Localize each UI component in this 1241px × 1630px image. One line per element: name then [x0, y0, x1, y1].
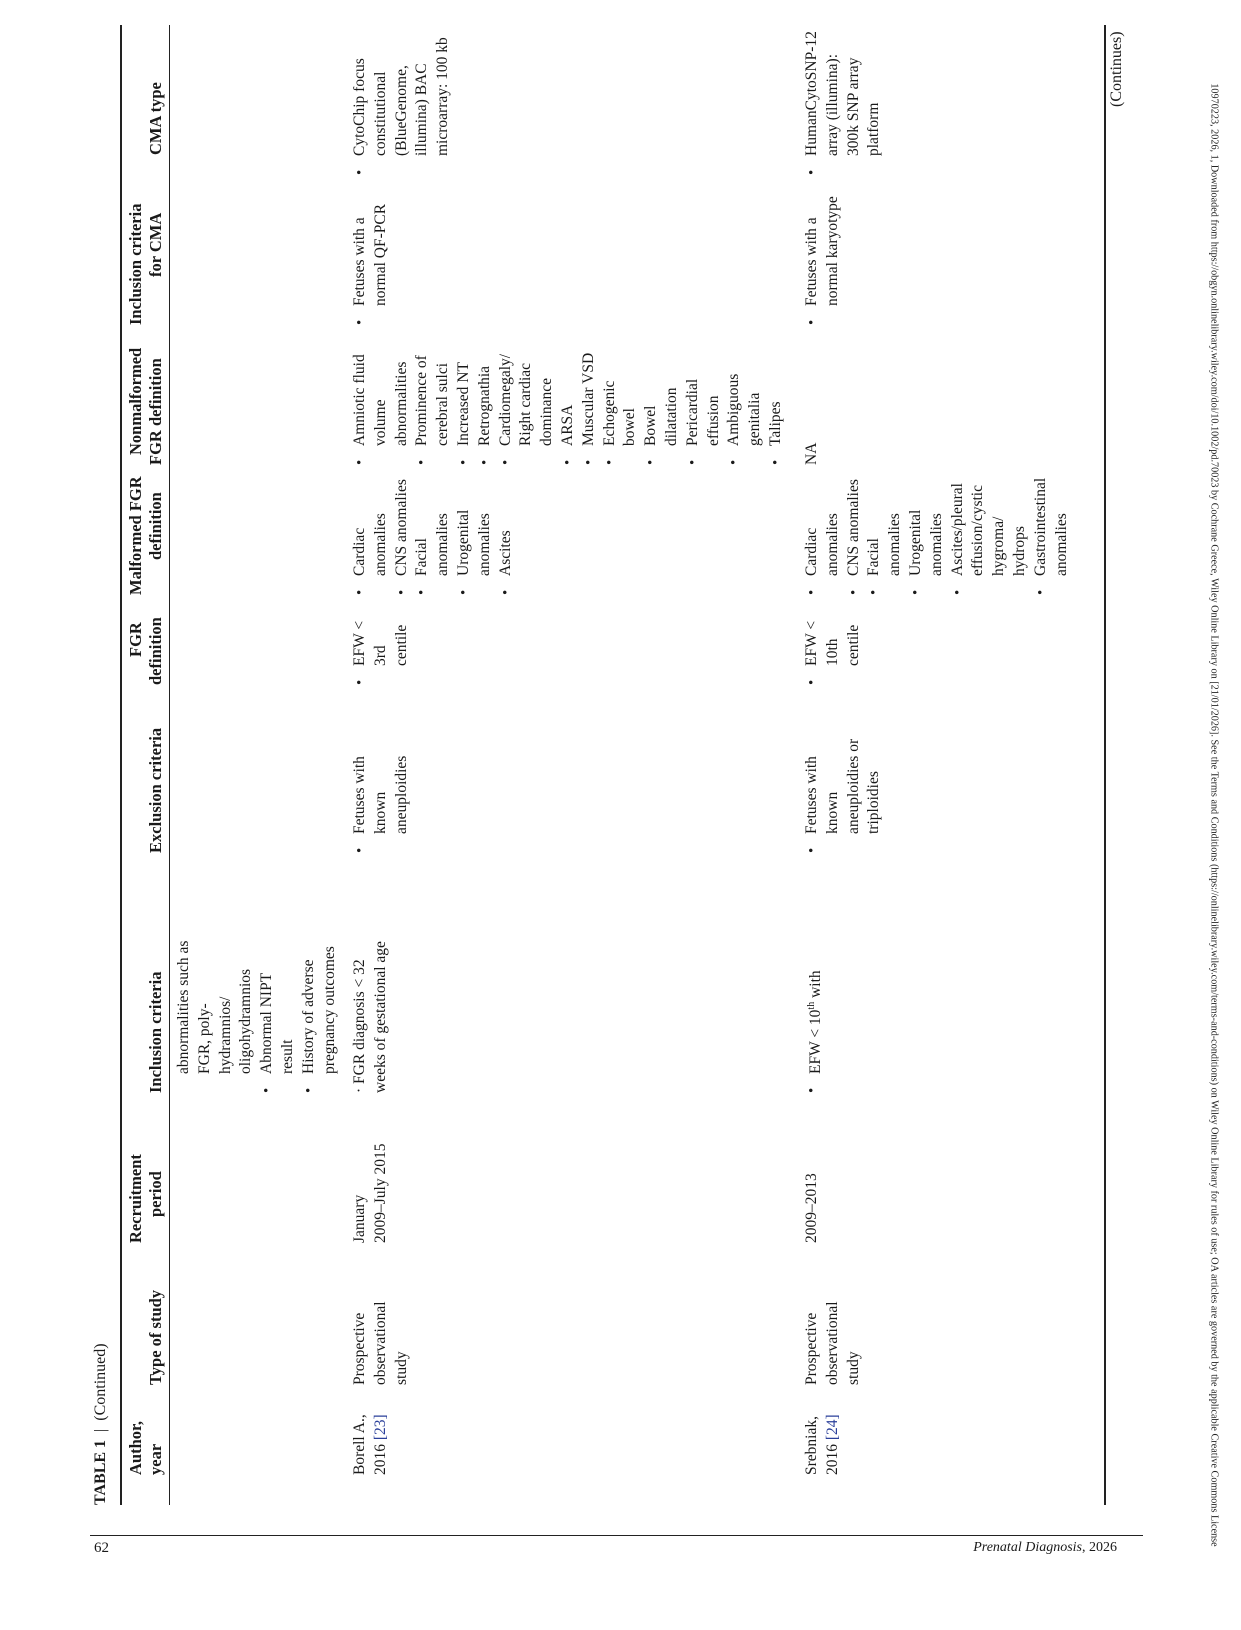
row1-type-line: study — [392, 1351, 410, 1385]
row1-inclusion-cma-line: normal QF-PCR — [371, 203, 389, 306]
header-fgr: FGR — [126, 622, 145, 657]
row2-fgr-line: 10th — [823, 638, 841, 666]
row2-exclusion — [802, 693, 885, 853]
row2-malformed-bullet: • Cardiac — [802, 455, 823, 595]
carryover-inclusion — [174, 863, 340, 1093]
row2-malformed-line: anomalies — [1052, 513, 1070, 576]
row1-nonmalformed-line: dominance — [538, 377, 556, 446]
row1-nonmalformed-line: abnormalities — [392, 361, 410, 446]
row1-recruitment — [350, 1144, 392, 1243]
row2-malformed-bullet: • Urogenital — [906, 455, 927, 595]
row1-nonmalformed-bullet: • Prominence of — [412, 335, 433, 465]
row1-fgr — [350, 595, 412, 685]
row1-author-name: Borell A., — [351, 1414, 368, 1475]
header-exclusion-criteria: Exclusion criteria — [146, 727, 165, 853]
header-type-of-study: Type of study — [146, 1289, 165, 1385]
row2-type-line: observational — [823, 1301, 841, 1385]
header-for-cma: for CMA — [146, 212, 165, 277]
row2-inclusion-cma-line: normal karyotype — [823, 196, 841, 306]
row1-nonmalformed-bullet: • Pericardial — [683, 335, 704, 465]
row2-malformed-line: effusion/cystic — [969, 485, 987, 576]
row1-malformed — [350, 465, 516, 595]
row2-malformed-line: anomalies — [927, 513, 945, 576]
row2-author-year: 2016 [24] — [823, 1414, 841, 1475]
header-inclusion-criteria: Inclusion criteria — [146, 971, 165, 1093]
carryover-line: FGR, poly- — [195, 1003, 213, 1074]
download-notice: 10970223, 2026, 1, Downloaded from https://obgyn.onlinelibrary.wiley.com/doi/10.1002/pd.70023 by Cochrane Greece, Wiley Online Library on [21/01/2026]. See the Terms and Conditions (https://onlinelibrary.wiley.com/terms-and-conditions) on Wiley Online Library for rules of use; OA articles are governed by the applicable Creative Commons License — [1208, 83, 1220, 1547]
row1-nonmalformed-line: effusion — [704, 395, 722, 446]
header-author: Author, — [126, 1421, 145, 1475]
header-inclusion-cma: Inclusion criteria — [126, 203, 145, 325]
header-nonmalformed-definition: FGR definition — [146, 358, 165, 465]
header-recruitment: Recruitment — [126, 1154, 145, 1243]
row1-recruitment-line: January — [351, 1194, 368, 1243]
row2-fgr-line: centile — [844, 624, 862, 666]
row2-recruitment — [802, 1173, 823, 1243]
row2-malformed-line: hygroma/ — [990, 516, 1008, 576]
footer-rule — [90, 1535, 1143, 1536]
carryover-line: result — [278, 1039, 296, 1074]
row1-cma-type — [350, 15, 454, 175]
row1-nonmalformed-bullet: • ARSA — [558, 335, 579, 465]
row2-inclusion-cma — [802, 165, 844, 325]
row2-malformed-bullet: • Gastrointestinal — [1031, 455, 1052, 595]
row1-citation-link[interactable]: [23] — [371, 1414, 389, 1441]
row1-malformed-bullet: • Urogenital — [454, 465, 475, 595]
row1-malformed-bullet: • Ascites — [496, 465, 517, 595]
row2-fgr — [802, 595, 864, 685]
row1-exclusion — [350, 693, 412, 853]
row1-cma-type-line: illumina) BAC — [413, 63, 431, 156]
row2-inclusion-cma-bullet: • Fetuses with a — [802, 165, 823, 325]
row1-type — [350, 1301, 412, 1385]
row1-cma-type-line: microarray: 100 kb — [434, 37, 452, 156]
row1-fgr-bullet: • EFW < — [350, 595, 371, 685]
row1-inclusion — [350, 941, 392, 1093]
row2-cma-type — [802, 5, 885, 175]
row1-fgr-line: centile — [392, 624, 410, 666]
row2-malformed-line: hydrops — [1010, 526, 1028, 576]
row2-cma-type-line: 300k SNP array — [844, 57, 862, 156]
journal-name: Prenatal Diagnosis — [973, 1540, 1082, 1555]
header-malformed-definition: definition — [146, 492, 165, 560]
row1-author — [350, 1414, 392, 1475]
row2-malformed-line: anomalies — [886, 513, 904, 576]
row1-inclusion-cma — [350, 165, 392, 325]
header-malformed: Malformed FGR — [126, 476, 145, 595]
row1-nonmalformed-bullet: • Talipes — [766, 335, 787, 465]
journal-year: 2026 — [1089, 1540, 1117, 1555]
page-number: 62 — [94, 1540, 109, 1556]
carryover-bullet: • History of adverse — [299, 863, 320, 1093]
row2-cma-type-bullet: • HumanCytoSNP-12 — [802, 5, 823, 175]
row1-malformed-bullet: • Cardiac — [350, 465, 371, 595]
row2-type-line: study — [844, 1351, 862, 1385]
row2-exclusion-line: aneuploidies or — [844, 738, 862, 834]
row2-type-line: Prospective — [803, 1312, 820, 1385]
row2-cma-type-line: platform — [865, 102, 883, 156]
caption-separator: | — [92, 1428, 109, 1432]
row1-inclusion-cma-bullet: • Fetuses with a — [350, 165, 371, 325]
carryover-line: pregnancy outcomes — [320, 946, 338, 1074]
table-top-rule — [120, 25, 122, 1505]
row2-exclusion-line: known — [823, 791, 841, 834]
row2-exclusion-bullet: • Fetuses with — [802, 693, 823, 853]
header-fgr-definition: definition — [146, 617, 165, 685]
row1-nonmalformed-bullet: • Amniotic fluid — [350, 335, 371, 465]
row1-type-line: Prospective — [351, 1312, 368, 1385]
table-caption — [92, 1343, 110, 1505]
row1-malformed-line: anomalies — [475, 513, 493, 576]
row2-malformed-line: anomalies — [823, 513, 841, 576]
download-sidebar — [1201, 30, 1227, 1600]
row1-nonmalformed-bullet: • Echogenic — [600, 335, 621, 465]
row1-malformed-bullet: • CNS anomalies — [392, 465, 413, 595]
row1-type-line: observational — [371, 1301, 389, 1385]
header-period: period — [146, 1171, 165, 1217]
row1-inclusion-line: · FGR diagnosis < 32 — [351, 959, 368, 1093]
row1-nonmalformed-bullet: • Increased NT — [454, 335, 475, 465]
header-nonmalformed: Nonmalformed — [126, 347, 145, 455]
row1-nonmalformed-bullet: • Retrognathia — [475, 335, 496, 465]
row1-cma-type-bullet: • CytoChip focus — [350, 15, 371, 175]
row1-nonmalformed-line: bowel — [621, 408, 639, 446]
row2-malformed-bullet: • Ascites/pleural — [948, 455, 969, 595]
row1-nonmalformed-bullet: • Cardiomegaly/ — [496, 335, 517, 465]
carryover-line: abnormalities such as — [175, 940, 192, 1074]
row2-type — [802, 1301, 864, 1385]
row1-exclusion-bullet: • Fetuses with — [350, 693, 371, 853]
row2-cma-type-line: array (illumina): — [823, 54, 841, 156]
row2-inclusion — [802, 863, 827, 1093]
row1-author-year: 2016 [23] — [371, 1414, 389, 1475]
carryover-line: oligohydramnios — [237, 968, 255, 1074]
row1-nonmalformed-bullet: • Muscular VSD — [579, 335, 600, 465]
header-cma-type: CMA type — [146, 82, 165, 155]
row1-nonmalformed-line: genitalia — [746, 392, 764, 446]
table-1 — [90, 10, 1140, 1505]
row2-citation-link[interactable]: [24] — [823, 1414, 841, 1441]
carryover-bullet: • Abnormal NIPT — [257, 863, 278, 1093]
carryover-line: hydramnios/ — [216, 996, 234, 1074]
table-continues-note: (Continues) — [1108, 31, 1125, 107]
row1-nonmalformed — [350, 335, 787, 465]
journal-footer: Prenatal Diagnosis, 2026 — [973, 1540, 1117, 1555]
row2-author-name: Srebniak, — [803, 1416, 820, 1475]
row1-malformed-line: anomalies — [371, 513, 389, 576]
header-year: year — [146, 1443, 165, 1475]
row1-exclusion-line: aneuploidies — [392, 755, 410, 834]
row1-nonmalformed-line: dilatation — [662, 387, 680, 446]
row2-nonmalformed: NA — [803, 442, 820, 465]
row2-fgr-bullet: • EFW < — [802, 595, 823, 685]
table-bottom-rule — [1104, 25, 1106, 1505]
row1-nonmalformed-line: volume — [371, 399, 389, 446]
row2-malformed-bullet: • CNS anomalies — [844, 455, 865, 595]
row1-nonmalformed-line: Right cardiac — [517, 362, 535, 446]
row1-fgr-line: 3rd — [371, 645, 389, 666]
row2-malformed-bullet: • Facial — [864, 455, 885, 595]
table-label: TABLE 1 — [92, 1439, 109, 1505]
row1-nonmalformed-bullet: • Bowel — [641, 335, 662, 465]
row1-inclusion-line: weeks of gestational age — [371, 941, 389, 1093]
row2-inclusion-bullet: • EFW < 10th with — [802, 863, 827, 1093]
row1-exclusion-line: known — [371, 791, 389, 834]
table-header-rule — [169, 25, 170, 1505]
row1-nonmalformed-line: cerebral sulci — [434, 362, 452, 446]
row1-cma-type-line: (BlueGenome, — [392, 65, 410, 156]
row1-malformed-bullet: • Facial — [412, 465, 433, 595]
row1-cma-type-line: constitutional — [371, 71, 389, 156]
row2-exclusion-line: triploidies — [865, 771, 883, 834]
row2-malformed — [802, 455, 1072, 595]
row1-malformed-line: anomalies — [434, 513, 452, 576]
row2-recruitment-line: 2009–2013 — [803, 1173, 820, 1243]
caption-continued: (Continued) — [92, 1343, 109, 1421]
row1-recruitment-line: 2009–July 2015 — [371, 1143, 389, 1243]
row2-author — [802, 1414, 844, 1475]
row1-nonmalformed-bullet: • Ambiguous — [724, 335, 745, 465]
